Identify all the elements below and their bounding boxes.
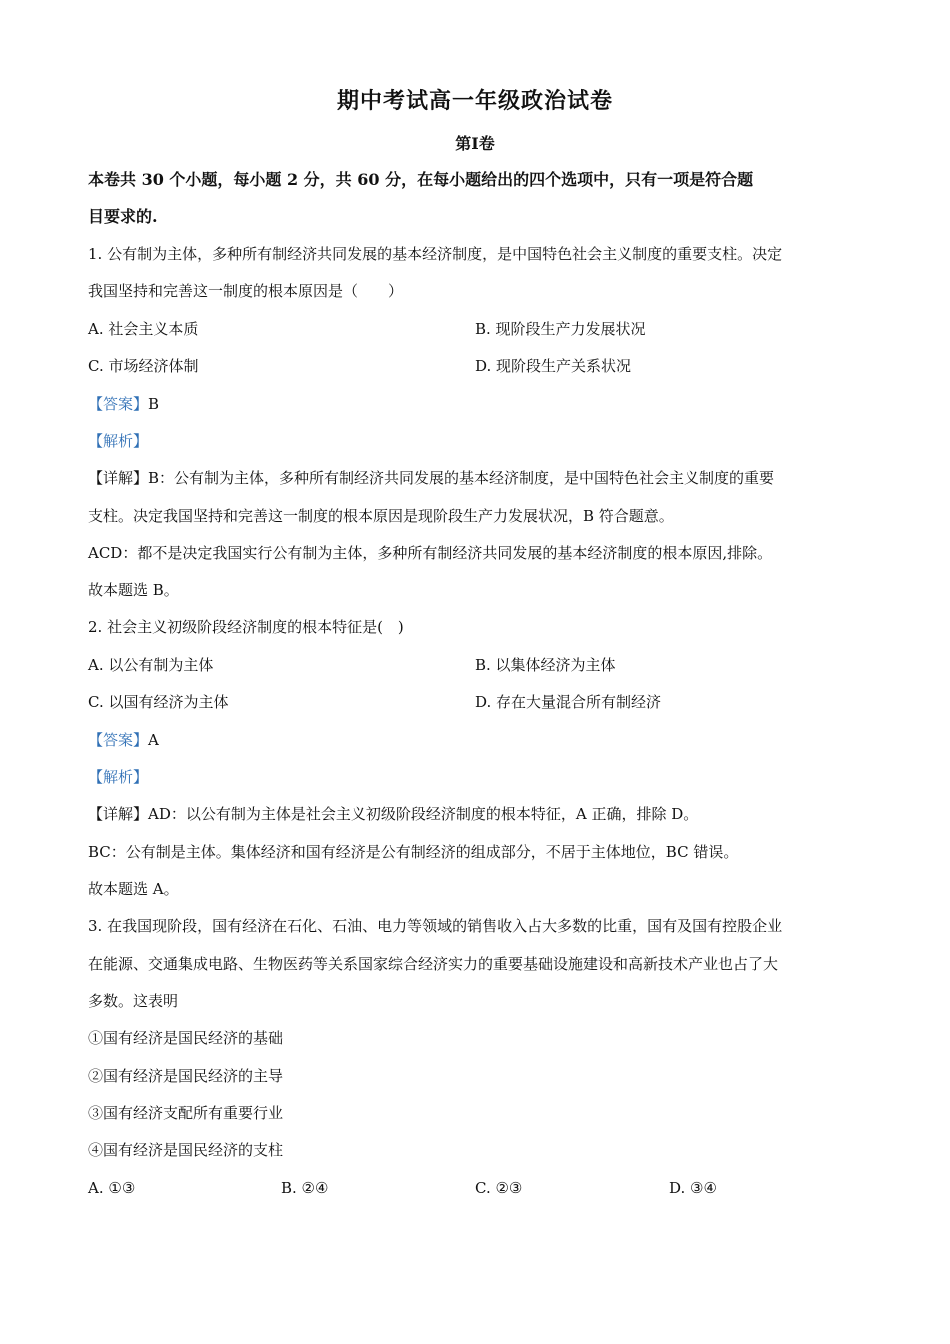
detail-text: B：公有制为主体，多种所有制经济共同发展的基本经济制度，是中国特色社会主义制度的重要	[148, 469, 775, 487]
answer-tag: 【答案】	[88, 731, 149, 749]
q3-option-a: A. ①③	[88, 1179, 136, 1197]
q1-option-c: C. 市场经济体制	[88, 357, 199, 375]
q2-detail-line-1	[88, 803, 868, 825]
q1-detail-line-3: ACD：都不是决定我国实行公有制为主体，多种所有制经济共同发展的基本经济制度的根本原因,排除。	[88, 544, 773, 562]
q3-option-c: C. ②③	[475, 1179, 523, 1197]
q1-option-a: A. 社会主义本质	[88, 320, 199, 338]
q1-analysis-tag: 【解析】	[88, 432, 149, 450]
page-title: 期中考试高一年级政治试卷	[336, 88, 613, 114]
q3-item-3: ③国有经济支配所有重要行业	[88, 1104, 284, 1122]
answer-value: A	[148, 731, 159, 749]
q2-option-a: A. 以公有制为主体	[88, 656, 214, 674]
instructions-line-1: 本卷共 30 个小题，每小题 2 分，共 60 分，在每小题给出的四个选项中，只有一项是符合题	[88, 170, 754, 189]
answer-value: B	[148, 395, 160, 413]
volume-heading: 第Ⅰ卷	[455, 134, 495, 153]
answer-tag: 【答案】	[88, 395, 149, 413]
detail-tag: 【详解】	[88, 805, 149, 823]
q1-conclusion: 故本题选 B。	[88, 581, 179, 599]
q3-option-b: B. ②④	[281, 1179, 329, 1197]
q1-stem-line-2: 我国坚持和完善这一制度的根本原因是（ ）	[88, 282, 404, 300]
q1-option-d: D. 现阶段生产关系状况	[475, 357, 632, 375]
q3-stem-line-3: 多数。这表明	[88, 992, 179, 1010]
q2-option-c: C. 以国有经济为主体	[88, 693, 229, 711]
q1-detail-line-2: 支柱。决定我国坚持和完善这一制度的根本原因是现阶段生产力发展状况，B 符合题意。	[88, 507, 674, 525]
q3-item-4: ④国有经济是国民经济的支柱	[88, 1141, 284, 1159]
q1-stem-line-1: 1. 公有制为主体，多种所有制经济共同发展的基本经济制度，是中国特色社会主义制度的重要支柱。决定	[88, 245, 783, 263]
q1-answer	[88, 393, 868, 415]
q2-conclusion: 故本题选 A。	[88, 880, 179, 898]
q1-detail-line-1	[88, 467, 868, 489]
q2-option-d: D. 存在大量混合所有制经济	[475, 693, 662, 711]
q3-item-2: ②国有经济是国民经济的主导	[88, 1067, 284, 1085]
q2-answer	[88, 729, 868, 751]
instructions-line-2: 目要求的.	[88, 207, 158, 226]
q3-stem-line-1: 3. 在我国现阶段，国有经济在石化、石油、电力等领域的销售收入占大多数的比重，国有及国有控股企业	[88, 917, 783, 935]
q2-analysis-tag: 【解析】	[88, 768, 149, 786]
q3-stem-line-2: 在能源、交通集成电路、生物医药等关系国家综合经济实力的重要基础设施建设和高新技术产业也占了大	[88, 955, 779, 973]
q1-option-b: B. 现阶段生产力发展状况	[475, 320, 646, 338]
detail-text: AD：以公有制为主体是社会主义初级阶段经济制度的根本特征，A 正确，排除 D。	[148, 805, 699, 823]
q2-stem: 2. 社会主义初级阶段经济制度的根本特征是( )	[88, 618, 404, 636]
q2-option-b: B. 以集体经济为主体	[475, 656, 616, 674]
q3-option-d: D. ③④	[669, 1179, 717, 1197]
q2-detail-line-2: BC：公有制是主体。集体经济和国有经济是公有制经济的组成部分，不居于主体地位，BC 错误。	[88, 843, 739, 861]
q3-item-1: ①国有经济是国民经济的基础	[88, 1029, 284, 1047]
detail-tag: 【详解】	[88, 469, 149, 487]
